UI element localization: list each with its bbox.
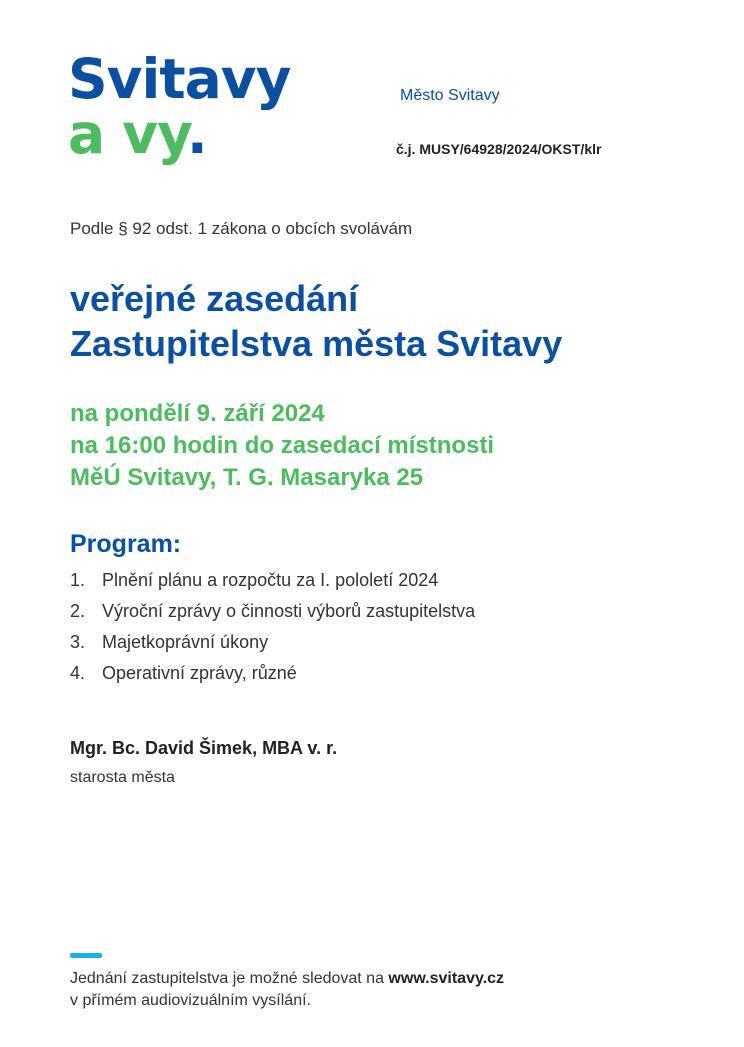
list-item-text: Výroční zprávy o činnosti výborů zastupitelstva [102,601,476,621]
meeting-address: MěÚ Svitavy, T. G. Masaryka 25 [70,464,424,491]
signatory-name: Mgr. Bc. David Šimek, MBA v. r. [70,738,338,758]
list-item [70,627,475,658]
logo-line-2 [68,102,290,166]
list-item-number: 4. [70,663,86,683]
list-item [70,596,475,627]
program-heading: Program: [70,530,182,558]
intro-text: Podle § 92 odst. 1 zákona o obcích svolávám [70,219,413,238]
organization-name: Město Svitavy [400,87,500,104]
list-item [70,658,475,689]
logo-dot: . [186,102,207,166]
svitavy-logo [68,47,291,166]
page-title [70,276,562,366]
reference-number: č.j. MUSY/64928/2024/OKST/klr [396,141,602,157]
title-line-2: Zastupitelstva města Svitavy [70,323,563,364]
title-line-1: veřejné zasedání [70,278,359,319]
list-item-text: Operativní zprávy, různé [102,663,297,683]
list-item-number: 2. [70,601,86,621]
footer-note [70,968,504,1012]
footer-website-link[interactable]: www.svitavy.cz [388,970,505,987]
meeting-time-place: na 16:00 hodin do zasedací místnosti [70,432,495,459]
footer-text: Jednání zastupitelstva je možné sledovat na [70,970,389,987]
meeting-details [70,398,494,494]
list-item-text: Majetkoprávní úkony [102,632,269,652]
list-item-text: Plnění plánu a rozpočtu za I. pololetí 2024 [102,570,439,590]
footer-text-line-2: v přímém audiovizuálním vysílání. [70,992,311,1009]
list-item [70,565,475,596]
meeting-date: na pondělí 9. září 2024 [70,400,325,427]
list-item-number: 1. [70,570,86,590]
signatory-role: starosta města [70,769,175,786]
logo-line-1: Svitavy [68,47,291,111]
logo-line-2-text: a vy [68,102,187,166]
list-item-number: 3. [70,632,86,652]
program-list [70,565,475,689]
accent-divider [70,953,102,958]
